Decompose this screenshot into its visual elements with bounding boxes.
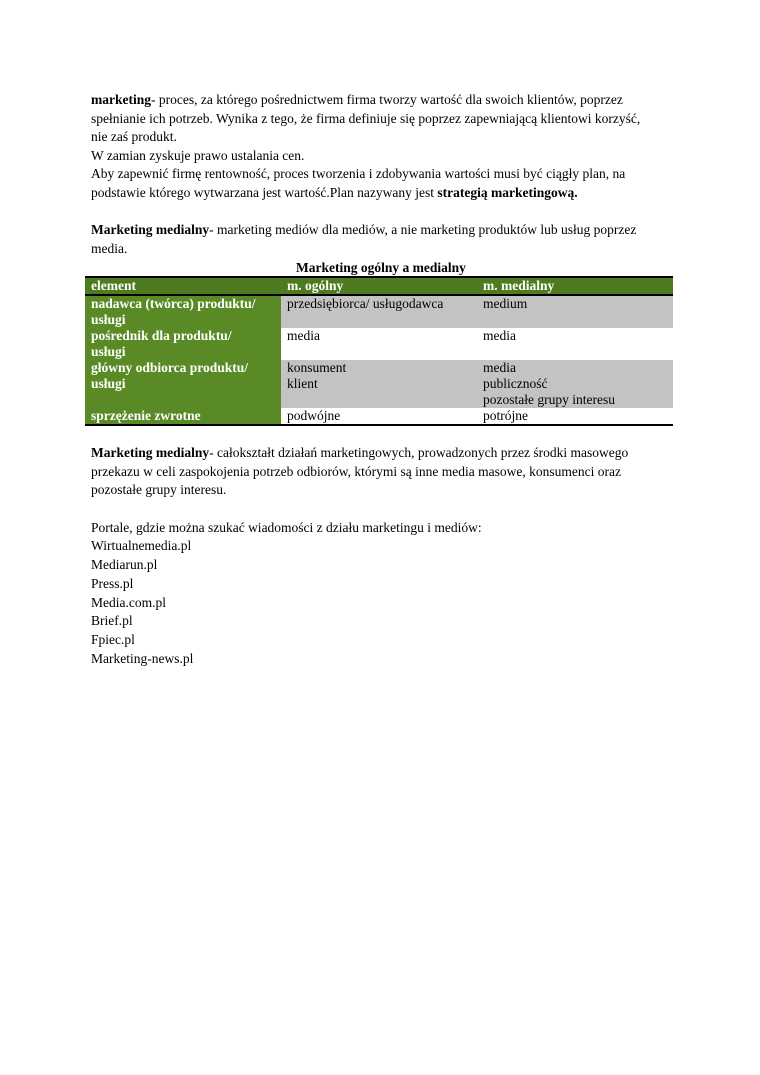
list-item: Press.pl xyxy=(91,575,134,591)
portals-section xyxy=(91,519,671,669)
portals-intro: Portale, gdzie można szukać wiadomości z działu marketingu i mediów: xyxy=(91,519,482,535)
header-element: element xyxy=(85,277,281,295)
term-marketing: marketing xyxy=(91,92,151,107)
table-title: Marketing ogólny a medialny xyxy=(296,260,466,275)
media-marketing-definition-1: Marketing medialny- marketing mediów dla mediów, a nie marketing produktów lub usług poprzez media. xyxy=(91,222,637,256)
document-page xyxy=(91,91,671,669)
list-item: Marketing-news.pl xyxy=(91,651,194,667)
list-item: Media.com.pl xyxy=(91,594,166,610)
strategy-term: strategią marketingową. xyxy=(437,184,578,200)
table-row: główny odbiorca produktu/ usługi konsument klient media publiczność pozostałe grupy interesu xyxy=(85,360,673,408)
media-marketing-definition-2: Marketing medialny- całokształt działań marketingowych, prowadzonych przez środki masowego przekazu w celi zaspokojenia potrzeb odbiorów, którymi są inne media masowe, konsumenci oraz pozostałe grupy interesu. xyxy=(91,445,629,497)
header-general: m. ogólny xyxy=(281,277,477,295)
table-row: nadawca (twórca) produktu/ usługi przedsiębiorca/ usługodawca medium xyxy=(85,295,673,328)
list-item: Fpiec.pl xyxy=(91,632,135,648)
list-item: Wirtualnemedia.pl xyxy=(91,538,192,554)
header-media: m. medialny xyxy=(477,277,673,295)
comparison-table xyxy=(85,276,673,426)
list-item: Brief.pl xyxy=(91,613,133,629)
marketing-definition: marketing- proces, za którego pośrednictwem firma tworzy wartość dla swoich klientów, poprzez spełnianie ich potrzeb. Wynika z tego, że firma definiuje się poprzez zapewniającą klientowi korzyść, nie zaś produkt. W zamian zyskuje prawo ustalania cen. Aby zapewnić firmę rentowność, proces tworzenia i zdobywania wartości musi być ciągły plan, na podstawie którego wytwarzana jest wartość.Plan nazywany jest strategią marketingową. xyxy=(91,92,641,200)
table-row: sprzężenie zwrotne podwójne potrójne xyxy=(85,408,673,425)
table-row: pośrednik dla produktu/ usługi media media xyxy=(85,328,673,360)
list-item: Mediarun.pl xyxy=(91,557,158,573)
table-header-row xyxy=(85,277,673,295)
